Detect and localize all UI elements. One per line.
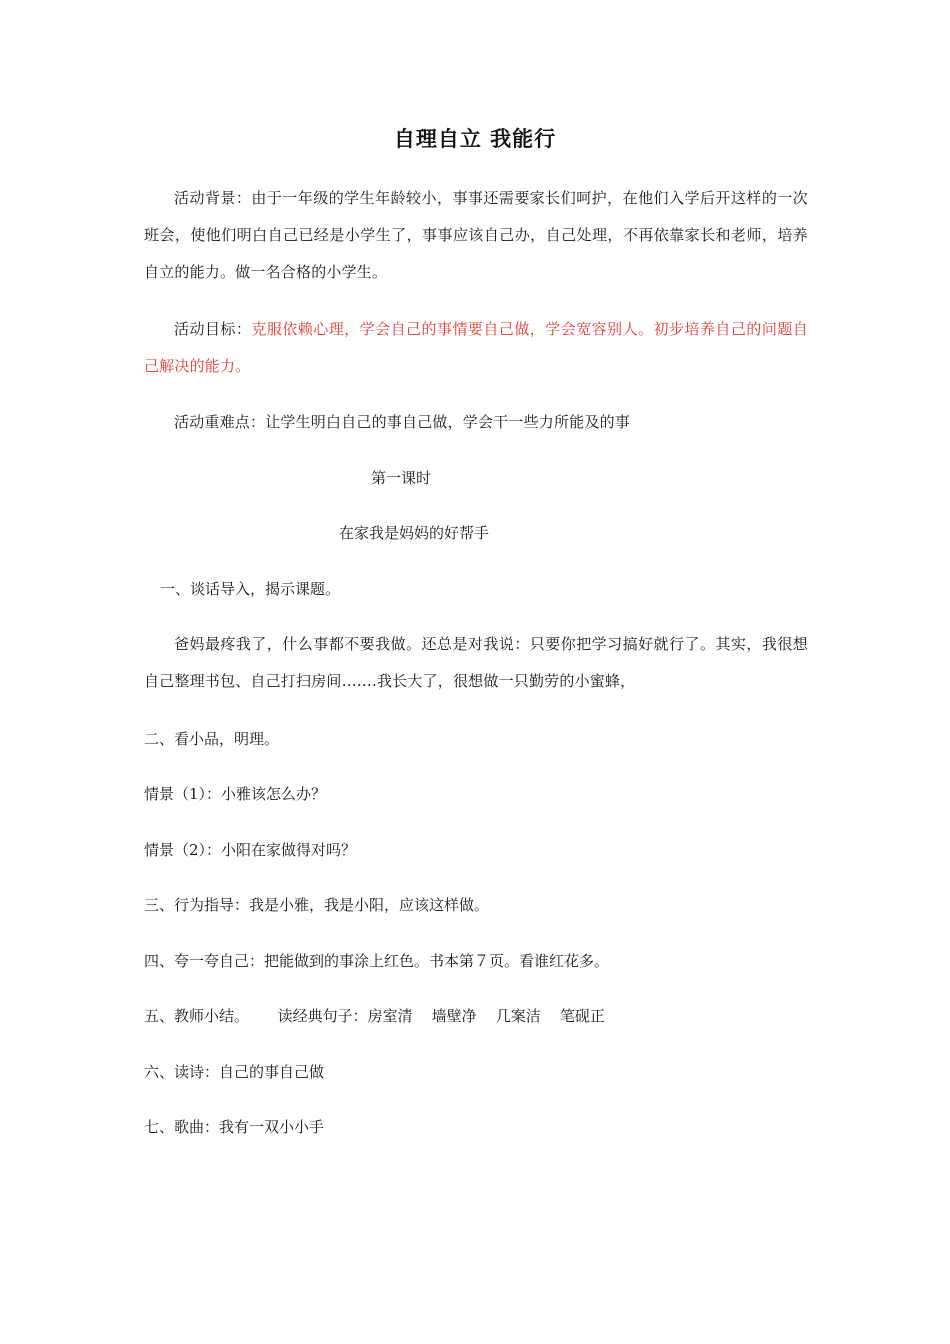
section-2-heading: 二、看小品，明理。 (144, 730, 280, 748)
goal-paragraph (144, 311, 808, 385)
scene-1: 情景（1）：小雅该怎么办？ (144, 785, 327, 803)
section-4-heading: 四、夸一夸自己：把能做到的事涂上红色。书本第７页。看谁红花多。 (144, 952, 610, 970)
section-7-heading: 七、歌曲：我有一双小小手 (144, 1118, 325, 1136)
document-title: 自理自立 我能行 (393, 127, 557, 151)
goal-text: 克服依赖心理，学会自己的事情要自己做，学会宽容别人。初步培养自己的问题自己解决的能力。 (144, 320, 808, 375)
lesson-title: 第一课时 (371, 469, 432, 487)
background-text: 由于一年级的学生年龄较小，事事还需要家长们呵护，在他们入学后开这样的一次班会，使他们明白自己已经是小学生了，事事应该自己办，自己处理，不再依靠家长和老师，培养自立的能力。做一名合格的小学生。 (144, 189, 808, 281)
intro-paragraph: 爸妈最疼我了，什么事都不要我做。还总是对我说：只要你把学习搞好就行了。其实，我很想自己整理书包、自己打扫房间…….我长大了，很想做一只勤劳的小蜜蜂， (144, 635, 808, 690)
key-points-label: 活动重难点： (174, 413, 266, 431)
section-5-heading: 五、教师小结。 读经典句子：房室清 墙壁净 几案洁 笔砚正 (144, 1007, 605, 1025)
section-1-heading: 一、谈话导入，揭示课题。 (160, 580, 341, 598)
goal-label: 活动目标： (174, 320, 252, 338)
background-label: 活动背景： (174, 189, 252, 207)
key-points-paragraph (144, 404, 808, 441)
key-points-text: 让学生明白自己的事自己做，学会干一些力所能及的事 (265, 413, 631, 431)
lesson-subtitle: 在家我是妈妈的好帮手 (339, 524, 490, 542)
section-3-heading: 三、行为指导：我是小雅，我是小阳，应该这样做。 (144, 896, 490, 914)
section-6-heading: 六、读诗：自己的事自己做 (144, 1063, 325, 1081)
scene-2: 情景（2）：小阳在家做得对吗？ (144, 841, 357, 859)
background-paragraph (144, 180, 808, 291)
